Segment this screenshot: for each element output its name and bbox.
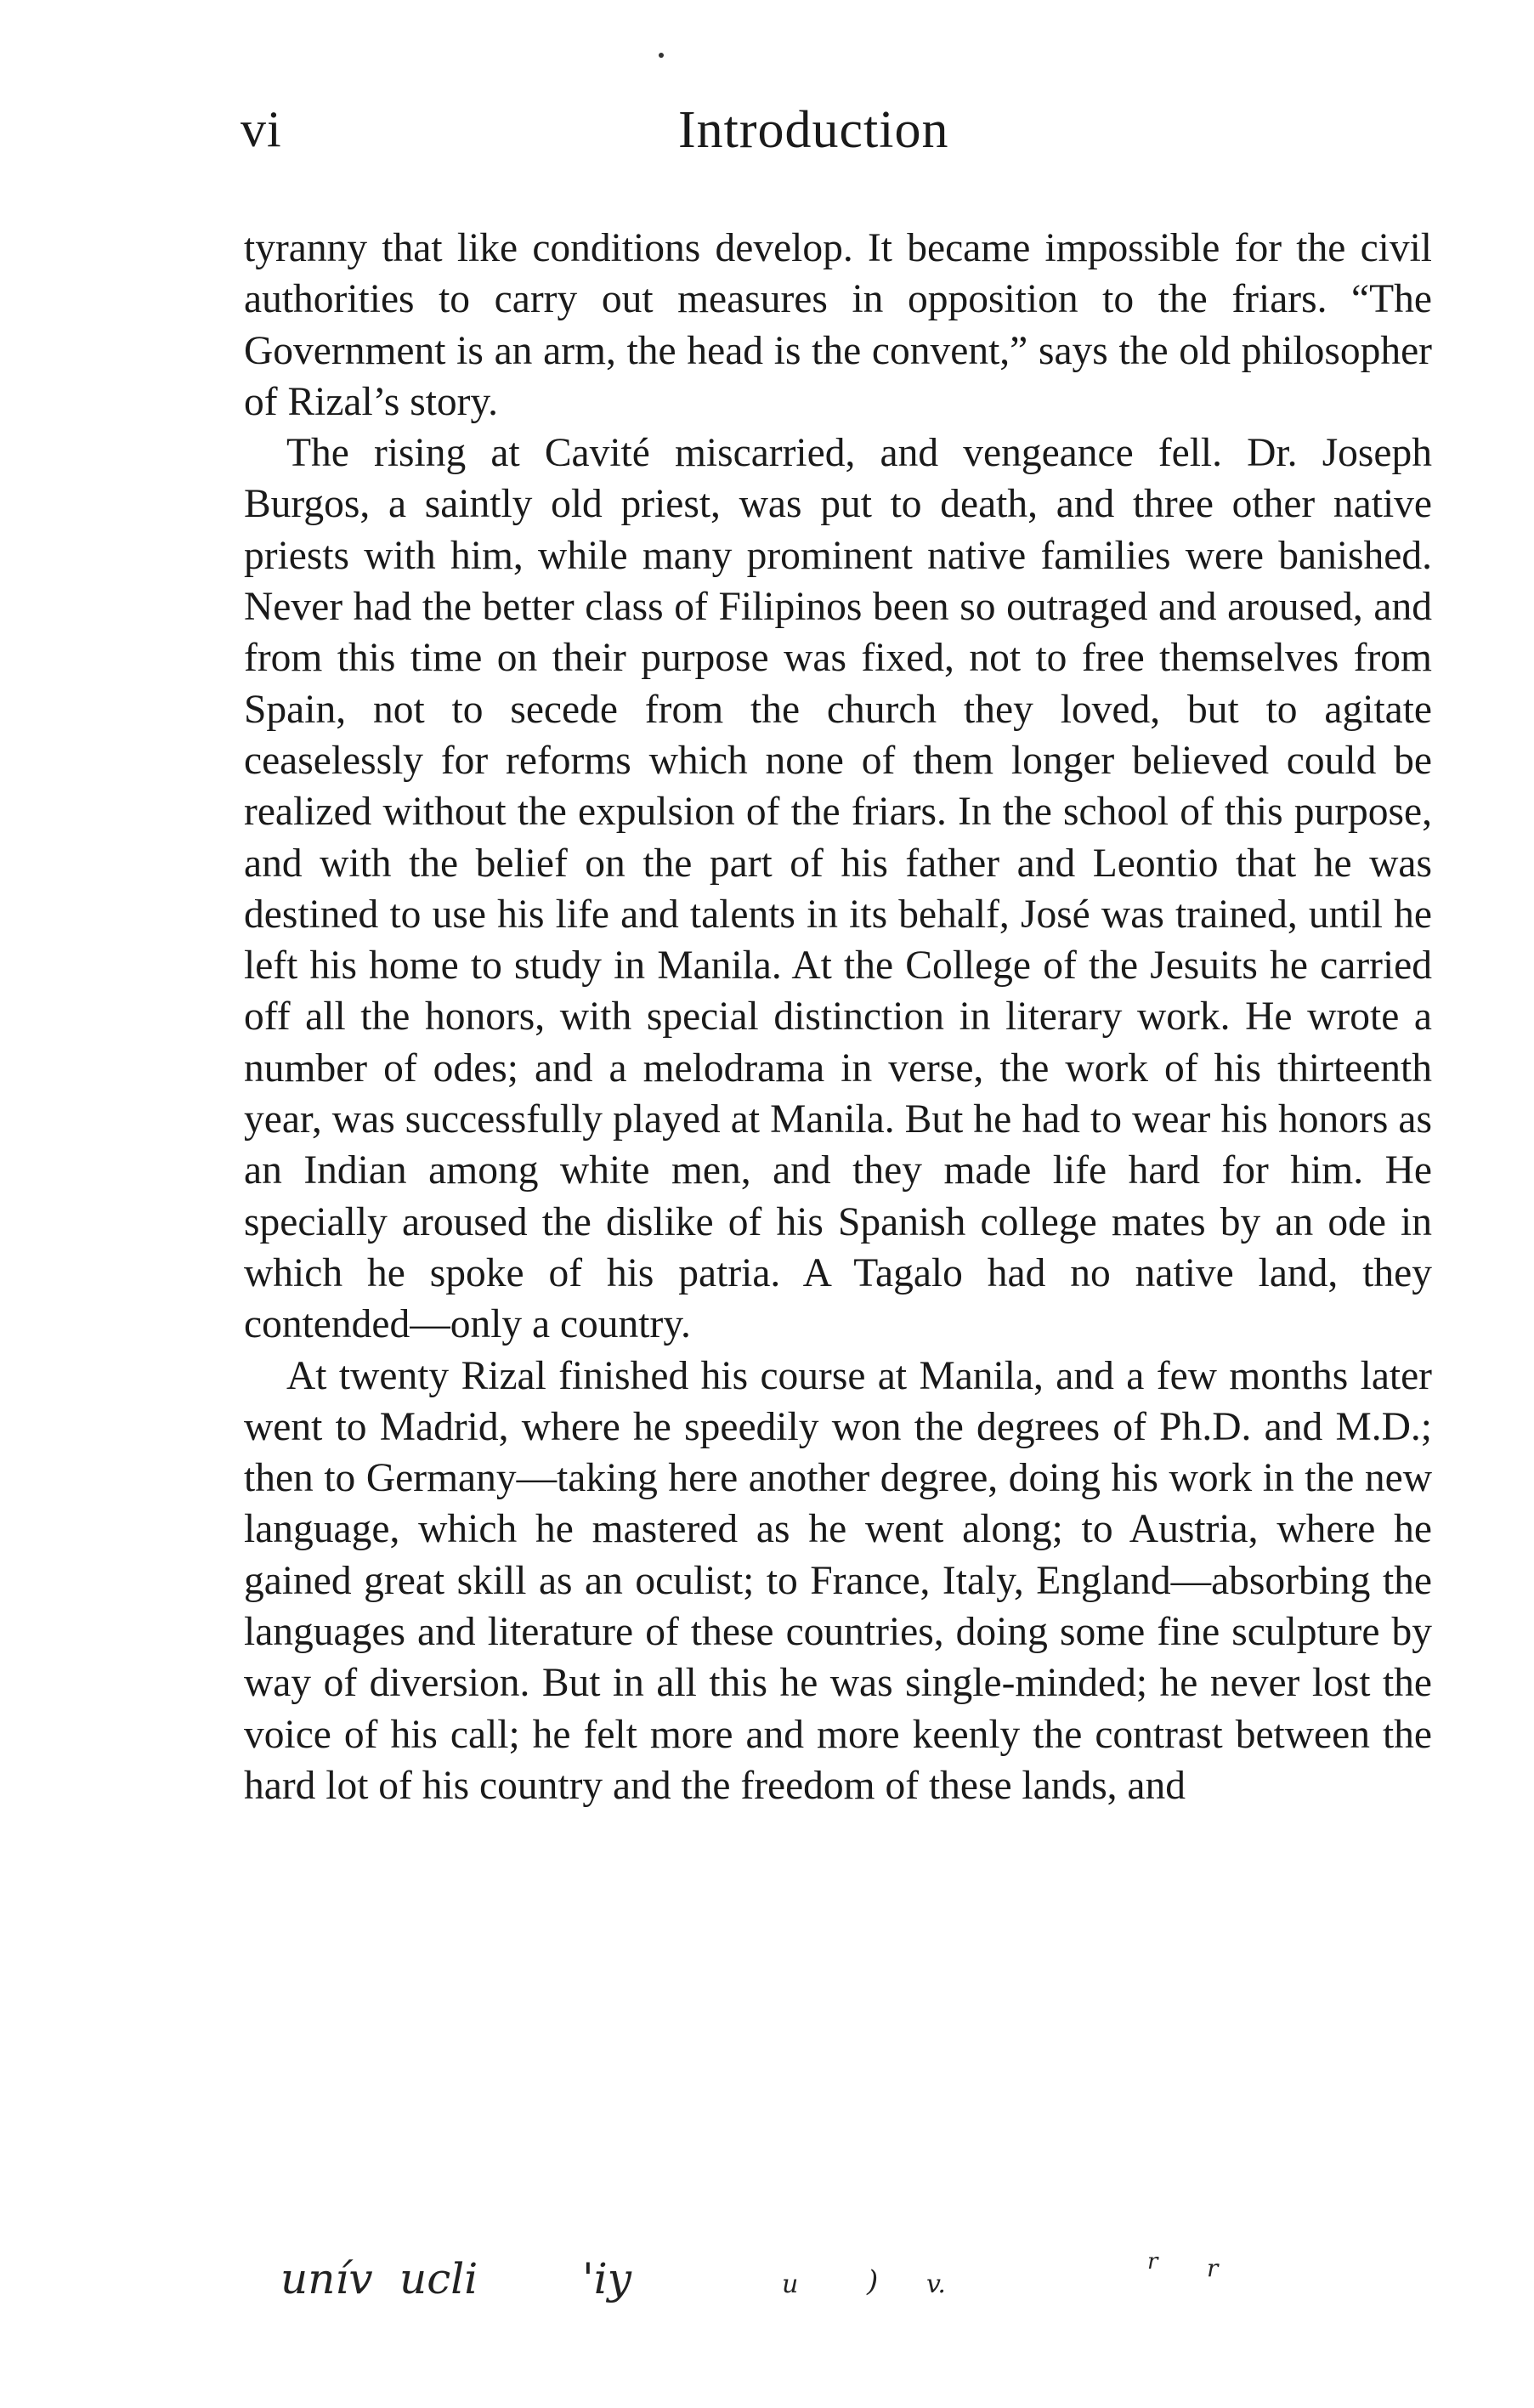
body-text	[244, 223, 1432, 1811]
footer-fragment-7: r	[1147, 2249, 1158, 2275]
footer-fragment-8: r	[1207, 2254, 1219, 2282]
ink-speck	[659, 53, 664, 58]
page-header	[241, 100, 1430, 177]
footer-fragment-6: v.	[926, 2269, 946, 2299]
footer-fragment-2: ucli	[399, 2254, 478, 2303]
footer-fragment-3: 'iy	[582, 2254, 631, 2303]
footer-fragment-1: unív	[280, 2254, 373, 2303]
paragraph-1: tyranny that like conditions develop. It became impossible for the civil authorities to carry out measures in opposition to the friars. “The Government is an arm, the head is the convent,” says the old philosopher of Rizal’s story.	[244, 226, 1432, 424]
paragraph-3: At twenty Rizal finished his course at Manila, and a few months later went to Madrid, where he speedily won the degrees of Ph.D. and M.D.; then to Germany—taking here another degree, doing his work in the new language, which he mastered as he went along; to Austria, where he gained great skill as an oculist; to France, Italy, England—absorbing the languages and literature of these countries, doing some fine sculpture by way of diversion. But in all this he was single-minded; he never lost the voice of his call; he felt more and more keenly the contrast between the hard lot of his country and the freedom of these lands, and	[244, 1353, 1432, 1808]
footer-fragment-4: u	[782, 2269, 799, 2299]
paragraph-2: The rising at Cavité miscarried, and vengeance fell. Dr. Joseph Burgos, a saintly old priest, was put to death, and three other native priests with him, while many prominent native families were banished. Never had the better class of Filipinos been so outraged and aroused, and from this time on their purpose was fixed, not to free themselves from Spain, not to secede from the church they loved, but to agitate ceaselessly for reforms which none of them longer believed could be realized without the expulsion of the friars. In the school of this purpose, and with the belief on the part of his father and Leontio that he was destined to use his life and talents in its behalf, José was trained, until he left his home to study in Manila. At the College of the Jesuits he carried off all the honors, with special distinction in literary work. He wrote a number of odes; and a melodrama in verse, the work of his thirteenth year, was successfully played at Manila. But he had to wear his honors as an Indian among white men, and they made life hard for him. He specially aroused the dislike of his Spanish college mates by an ode in which he spoke of his patria. A Tagalo had no native land, they contended—only a country.	[244, 431, 1432, 1347]
footer-fragment-5: )	[867, 2264, 879, 2298]
footer-watermark	[280, 2249, 1300, 2314]
running-title: Introduction	[678, 101, 949, 159]
page-number: vi	[241, 101, 282, 157]
